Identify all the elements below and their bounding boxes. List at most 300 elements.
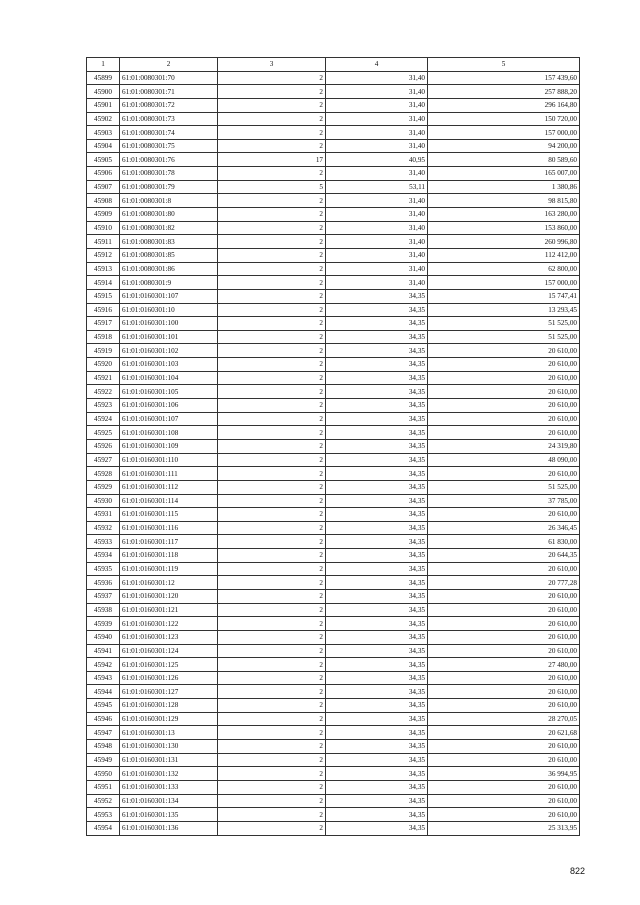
table-row (87, 358, 580, 372)
table-row (87, 603, 580, 617)
table-row (87, 276, 580, 290)
row-number-cell: 45910 (87, 221, 120, 235)
row-number-cell: 45899 (87, 71, 120, 85)
table-row (87, 535, 580, 549)
cadastral-number-cell: 61:01:0080301:74 (120, 126, 218, 140)
rate-cell: 31,40 (326, 71, 428, 85)
cadastral-number-cell: 61:01:0080301:72 (120, 98, 218, 112)
rate-cell: 34,35 (326, 330, 428, 344)
row-number-cell: 45917 (87, 317, 120, 331)
rate-cell: 31,40 (326, 126, 428, 140)
table-row (87, 248, 580, 262)
code-cell: 2 (218, 821, 326, 835)
table-row (87, 794, 580, 808)
code-cell: 2 (218, 685, 326, 699)
code-cell: 2 (218, 221, 326, 235)
row-number-cell: 45905 (87, 153, 120, 167)
code-cell: 2 (218, 289, 326, 303)
row-number-cell: 45939 (87, 617, 120, 631)
row-number-cell: 45903 (87, 126, 120, 140)
rate-cell: 34,35 (326, 821, 428, 835)
rate-cell: 34,35 (326, 658, 428, 672)
rate-cell: 34,35 (326, 753, 428, 767)
row-number-cell: 45952 (87, 794, 120, 808)
code-cell: 2 (218, 699, 326, 713)
rate-cell: 34,35 (326, 521, 428, 535)
value-cell: 26 346,45 (428, 521, 580, 535)
code-cell: 2 (218, 644, 326, 658)
cadastral-number-cell: 61:01:0160301:124 (120, 644, 218, 658)
row-number-cell: 45912 (87, 248, 120, 262)
cadastral-number-cell: 61:01:0160301:121 (120, 603, 218, 617)
table-row (87, 344, 580, 358)
table-row (87, 112, 580, 126)
value-cell: 165 007,00 (428, 167, 580, 181)
value-cell: 20 610,00 (428, 740, 580, 754)
row-number-cell: 45942 (87, 658, 120, 672)
value-cell: 20 610,00 (428, 467, 580, 481)
table-row (87, 699, 580, 713)
cadastral-number-cell: 61:01:0160301:125 (120, 658, 218, 672)
rate-cell: 34,35 (326, 549, 428, 563)
value-cell: 163 280,00 (428, 208, 580, 222)
cadastral-number-cell: 61:01:0160301:106 (120, 399, 218, 413)
code-cell: 2 (218, 426, 326, 440)
rate-cell: 34,35 (326, 317, 428, 331)
value-cell: 20 610,00 (428, 344, 580, 358)
row-number-cell: 45946 (87, 712, 120, 726)
cadastral-number-cell: 61:01:0160301:104 (120, 371, 218, 385)
cadastral-number-cell: 61:01:0080301:83 (120, 235, 218, 249)
table-row (87, 576, 580, 590)
value-cell: 28 270,05 (428, 712, 580, 726)
code-cell: 2 (218, 617, 326, 631)
code-cell: 2 (218, 439, 326, 453)
row-number-cell: 45949 (87, 753, 120, 767)
cadastral-number-cell: 61:01:0080301:76 (120, 153, 218, 167)
rate-cell: 31,40 (326, 85, 428, 99)
value-cell: 260 996,80 (428, 235, 580, 249)
cadastral-number-cell: 61:01:0080301:78 (120, 167, 218, 181)
row-number-cell: 45930 (87, 494, 120, 508)
cadastral-number-cell: 61:01:0080301:8 (120, 194, 218, 208)
cadastral-number-cell: 61:01:0080301:80 (120, 208, 218, 222)
table-row (87, 439, 580, 453)
rate-cell: 34,35 (326, 685, 428, 699)
row-number-cell: 45928 (87, 467, 120, 481)
table-row (87, 85, 580, 99)
value-cell: 20 610,00 (428, 630, 580, 644)
value-cell: 20 621,68 (428, 726, 580, 740)
table-row (87, 71, 580, 85)
code-cell: 2 (218, 248, 326, 262)
code-cell: 2 (218, 112, 326, 126)
rate-cell: 34,35 (326, 508, 428, 522)
rate-cell: 31,40 (326, 276, 428, 290)
cadastral-number-cell: 61:01:0160301:133 (120, 780, 218, 794)
cadastral-number-cell: 61:01:0160301:117 (120, 535, 218, 549)
code-cell: 2 (218, 71, 326, 85)
cadastral-number-cell: 61:01:0160301:100 (120, 317, 218, 331)
code-cell: 2 (218, 753, 326, 767)
cadastral-number-cell: 61:01:0160301:120 (120, 589, 218, 603)
rate-cell: 34,35 (326, 412, 428, 426)
rate-cell: 34,35 (326, 630, 428, 644)
cadastral-number-cell: 61:01:0160301:110 (120, 453, 218, 467)
table-row (87, 330, 580, 344)
table-row (87, 808, 580, 822)
rate-cell: 31,40 (326, 248, 428, 262)
table-row (87, 303, 580, 317)
row-number-cell: 45954 (87, 821, 120, 835)
code-cell: 2 (218, 235, 326, 249)
row-number-cell: 45908 (87, 194, 120, 208)
table-row (87, 208, 580, 222)
cadastral-number-cell: 61:01:0080301:9 (120, 276, 218, 290)
rate-cell: 34,35 (326, 344, 428, 358)
code-cell: 2 (218, 630, 326, 644)
row-number-cell: 45941 (87, 644, 120, 658)
code-cell: 2 (218, 780, 326, 794)
rate-cell: 34,35 (326, 644, 428, 658)
cadastral-number-cell: 61:01:0160301:116 (120, 521, 218, 535)
row-number-cell: 45900 (87, 85, 120, 99)
code-cell: 2 (218, 535, 326, 549)
value-cell: 20 610,00 (428, 385, 580, 399)
value-cell: 20 610,00 (428, 753, 580, 767)
table-row (87, 549, 580, 563)
row-number-cell: 45940 (87, 630, 120, 644)
row-number-cell: 45920 (87, 358, 120, 372)
table-row (87, 180, 580, 194)
table-row (87, 139, 580, 153)
row-number-cell: 45947 (87, 726, 120, 740)
row-number-cell: 45907 (87, 180, 120, 194)
row-number-cell: 45926 (87, 439, 120, 453)
rate-cell: 34,35 (326, 794, 428, 808)
cadastral-number-cell: 61:01:0160301:111 (120, 467, 218, 481)
table-row (87, 467, 580, 481)
cadastral-number-cell: 61:01:0160301:123 (120, 630, 218, 644)
rate-cell: 34,35 (326, 712, 428, 726)
rate-cell: 31,40 (326, 112, 428, 126)
row-number-cell: 45913 (87, 262, 120, 276)
row-number-cell: 45953 (87, 808, 120, 822)
table-row (87, 412, 580, 426)
cadastral-number-cell: 61:01:0160301:128 (120, 699, 218, 713)
rate-cell: 40,95 (326, 153, 428, 167)
table-row (87, 630, 580, 644)
rate-cell: 31,40 (326, 235, 428, 249)
rate-cell: 34,35 (326, 426, 428, 440)
cadastral-number-cell: 61:01:0080301:73 (120, 112, 218, 126)
code-cell: 2 (218, 126, 326, 140)
table-row (87, 740, 580, 754)
value-cell: 15 747,41 (428, 289, 580, 303)
cadastral-number-cell: 61:01:0160301:108 (120, 426, 218, 440)
value-cell: 20 610,00 (428, 562, 580, 576)
code-cell: 2 (218, 508, 326, 522)
row-number-cell: 45931 (87, 508, 120, 522)
cadastral-number-cell: 61:01:0160301:127 (120, 685, 218, 699)
value-cell: 80 589,60 (428, 153, 580, 167)
row-number-cell: 45918 (87, 330, 120, 344)
code-cell: 2 (218, 330, 326, 344)
cadastral-number-cell: 61:01:0160301:114 (120, 494, 218, 508)
table-row (87, 685, 580, 699)
data-table (86, 57, 580, 836)
rate-cell: 34,35 (326, 494, 428, 508)
row-number-cell: 45936 (87, 576, 120, 590)
table-row (87, 317, 580, 331)
table-row (87, 753, 580, 767)
rate-cell: 34,35 (326, 740, 428, 754)
value-cell: 51 525,00 (428, 480, 580, 494)
column-header-2: 2 (120, 58, 218, 72)
row-number-cell: 45925 (87, 426, 120, 440)
cadastral-number-cell: 61:01:0080301:82 (120, 221, 218, 235)
code-cell: 2 (218, 494, 326, 508)
row-number-cell: 45929 (87, 480, 120, 494)
code-cell: 2 (218, 480, 326, 494)
value-cell: 157 000,00 (428, 126, 580, 140)
table-row (87, 658, 580, 672)
column-header-4: 4 (326, 58, 428, 72)
code-cell: 2 (218, 740, 326, 754)
column-header-1: 1 (87, 58, 120, 72)
table-row (87, 521, 580, 535)
value-cell: 1 380,86 (428, 180, 580, 194)
value-cell: 20 610,00 (428, 617, 580, 631)
value-cell: 51 525,00 (428, 330, 580, 344)
row-number-cell: 45916 (87, 303, 120, 317)
code-cell: 2 (218, 98, 326, 112)
value-cell: 157 439,60 (428, 71, 580, 85)
table-row (87, 821, 580, 835)
cadastral-number-cell: 61:01:0160301:130 (120, 740, 218, 754)
code-cell: 2 (218, 467, 326, 481)
rate-cell: 34,35 (326, 589, 428, 603)
value-cell: 150 720,00 (428, 112, 580, 126)
value-cell: 112 412,00 (428, 248, 580, 262)
code-cell: 2 (218, 85, 326, 99)
rate-cell: 34,35 (326, 453, 428, 467)
value-cell: 20 610,00 (428, 671, 580, 685)
rate-cell: 34,35 (326, 385, 428, 399)
table-row (87, 562, 580, 576)
rate-cell: 31,40 (326, 139, 428, 153)
rate-cell: 31,40 (326, 167, 428, 181)
rate-cell: 34,35 (326, 726, 428, 740)
rate-cell: 34,35 (326, 439, 428, 453)
row-number-cell: 45935 (87, 562, 120, 576)
code-cell: 5 (218, 180, 326, 194)
value-cell: 25 313,95 (428, 821, 580, 835)
value-cell: 20 610,00 (428, 399, 580, 413)
row-number-cell: 45945 (87, 699, 120, 713)
table-row (87, 589, 580, 603)
cadastral-number-cell: 61:01:0160301:122 (120, 617, 218, 631)
rate-cell: 34,35 (326, 371, 428, 385)
cadastral-number-cell: 61:01:0160301:118 (120, 549, 218, 563)
code-cell: 2 (218, 576, 326, 590)
value-cell: 257 888,20 (428, 85, 580, 99)
value-cell: 20 777,28 (428, 576, 580, 590)
row-number-cell: 45934 (87, 549, 120, 563)
value-cell: 62 800,00 (428, 262, 580, 276)
rate-cell: 34,35 (326, 767, 428, 781)
value-cell: 20 610,00 (428, 808, 580, 822)
cadastral-number-cell: 61:01:0160301:12 (120, 576, 218, 590)
rate-cell: 53,11 (326, 180, 428, 194)
row-number-cell: 45927 (87, 453, 120, 467)
table-row (87, 371, 580, 385)
cadastral-number-cell: 61:01:0160301:131 (120, 753, 218, 767)
table-row (87, 453, 580, 467)
code-cell: 2 (218, 671, 326, 685)
header-row (87, 58, 580, 72)
cadastral-number-cell: 61:01:0080301:86 (120, 262, 218, 276)
code-cell: 2 (218, 767, 326, 781)
code-cell: 2 (218, 358, 326, 372)
value-cell: 20 610,00 (428, 644, 580, 658)
code-cell: 2 (218, 344, 326, 358)
rate-cell: 34,35 (326, 467, 428, 481)
row-number-cell: 45921 (87, 371, 120, 385)
value-cell: 20 610,00 (428, 371, 580, 385)
value-cell: 20 610,00 (428, 794, 580, 808)
table-row (87, 617, 580, 631)
rate-cell: 31,40 (326, 194, 428, 208)
cadastral-number-cell: 61:01:0160301:107 (120, 412, 218, 426)
cadastral-number-cell: 61:01:0080301:75 (120, 139, 218, 153)
table-row (87, 98, 580, 112)
rate-cell: 34,35 (326, 699, 428, 713)
table-row (87, 726, 580, 740)
cadastral-number-cell: 61:01:0160301:103 (120, 358, 218, 372)
value-cell: 20 610,00 (428, 685, 580, 699)
value-cell: 24 319,80 (428, 439, 580, 453)
code-cell: 2 (218, 385, 326, 399)
code-cell: 2 (218, 208, 326, 222)
rate-cell: 34,35 (326, 603, 428, 617)
code-cell: 2 (218, 262, 326, 276)
table-row (87, 508, 580, 522)
column-header-5: 5 (428, 58, 580, 72)
rate-cell: 34,35 (326, 289, 428, 303)
rate-cell: 34,35 (326, 535, 428, 549)
value-cell: 20 610,00 (428, 358, 580, 372)
value-cell: 51 525,00 (428, 317, 580, 331)
cadastral-number-cell: 61:01:0080301:85 (120, 248, 218, 262)
table-row (87, 644, 580, 658)
code-cell: 2 (218, 412, 326, 426)
code-cell: 2 (218, 794, 326, 808)
rate-cell: 31,40 (326, 98, 428, 112)
row-number-cell: 45902 (87, 112, 120, 126)
value-cell: 20 644,35 (428, 549, 580, 563)
cadastral-number-cell: 61:01:0160301:107 (120, 289, 218, 303)
row-number-cell: 45909 (87, 208, 120, 222)
cadastral-number-cell: 61:01:0080301:71 (120, 85, 218, 99)
value-cell: 98 815,80 (428, 194, 580, 208)
cadastral-number-cell: 61:01:0080301:79 (120, 180, 218, 194)
code-cell: 2 (218, 549, 326, 563)
page-number: 822 (569, 866, 585, 876)
value-cell: 37 785,00 (428, 494, 580, 508)
row-number-cell: 45915 (87, 289, 120, 303)
row-number-cell: 45924 (87, 412, 120, 426)
rate-cell: 34,35 (326, 303, 428, 317)
rate-cell: 34,35 (326, 576, 428, 590)
cadastral-number-cell: 61:01:0160301:115 (120, 508, 218, 522)
value-cell: 13 293,45 (428, 303, 580, 317)
value-cell: 153 860,00 (428, 221, 580, 235)
code-cell: 2 (218, 658, 326, 672)
code-cell: 2 (218, 139, 326, 153)
table-row (87, 385, 580, 399)
row-number-cell: 45943 (87, 671, 120, 685)
rate-cell: 31,40 (326, 262, 428, 276)
cadastral-number-cell: 61:01:0160301:102 (120, 344, 218, 358)
row-number-cell: 45922 (87, 385, 120, 399)
row-number-cell: 45951 (87, 780, 120, 794)
cadastral-number-cell: 61:01:0160301:109 (120, 439, 218, 453)
value-cell: 20 610,00 (428, 426, 580, 440)
value-cell: 94 200,00 (428, 139, 580, 153)
value-cell: 20 610,00 (428, 508, 580, 522)
value-cell: 20 610,00 (428, 412, 580, 426)
table-row (87, 780, 580, 794)
code-cell: 2 (218, 167, 326, 181)
rate-cell: 34,35 (326, 808, 428, 822)
row-number-cell: 45901 (87, 98, 120, 112)
cadastral-number-cell: 61:01:0160301:119 (120, 562, 218, 576)
cadastral-number-cell: 61:01:0160301:135 (120, 808, 218, 822)
table-row (87, 126, 580, 140)
code-cell: 2 (218, 276, 326, 290)
rate-cell: 31,40 (326, 221, 428, 235)
rate-cell: 34,35 (326, 780, 428, 794)
table-row (87, 671, 580, 685)
table-row (87, 712, 580, 726)
table-row (87, 494, 580, 508)
rate-cell: 34,35 (326, 671, 428, 685)
cadastral-number-cell: 61:01:0160301:132 (120, 767, 218, 781)
table-row (87, 221, 580, 235)
row-number-cell: 45914 (87, 276, 120, 290)
code-cell: 2 (218, 562, 326, 576)
value-cell: 20 610,00 (428, 780, 580, 794)
code-cell: 17 (218, 153, 326, 167)
table-row (87, 767, 580, 781)
row-number-cell: 45948 (87, 740, 120, 754)
value-cell: 157 000,00 (428, 276, 580, 290)
value-cell: 296 164,80 (428, 98, 580, 112)
table-row (87, 289, 580, 303)
rate-cell: 34,35 (326, 480, 428, 494)
code-cell: 2 (218, 726, 326, 740)
code-cell: 2 (218, 194, 326, 208)
table-row (87, 167, 580, 181)
row-number-cell: 45932 (87, 521, 120, 535)
row-number-cell: 45933 (87, 535, 120, 549)
table-body (87, 71, 580, 835)
row-number-cell: 45911 (87, 235, 120, 249)
cadastral-number-cell: 61:01:0160301:13 (120, 726, 218, 740)
rate-cell: 31,40 (326, 208, 428, 222)
table-row (87, 399, 580, 413)
